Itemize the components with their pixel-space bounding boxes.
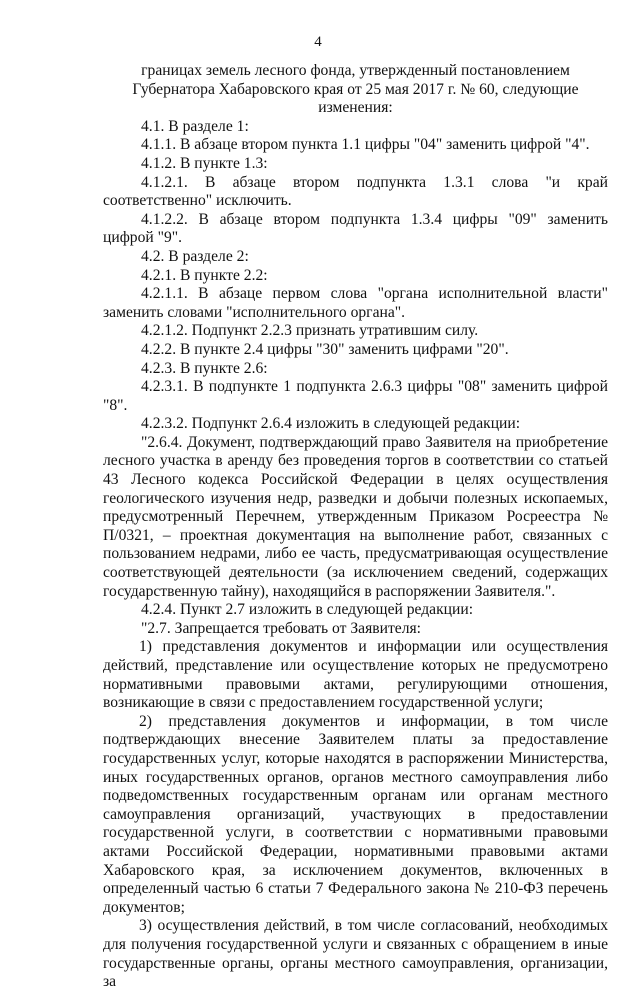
paragraph-4-2-4: 4.2.4. Пункт 2.7 изложить в следующей редакции: — [141, 601, 474, 619]
document-body — [103, 62, 608, 992]
paragraph-4-2-1: 4.2.1. В пункте 2.2: — [141, 266, 268, 284]
paragraph-2-6-4: "2.6.4. Документ, подтверждающий право Заявителя на приобретение лесного участка в аренду без проведения торгов в соответствии со статьей 43 Лесного кодекса Российской Федерации в целях осуществления геологического изучения недр, разведки и добычи полезных ископаемых, предусмотренный Перечнем, утвержденным Приказом Росреестра № П/0321, – проектная документация на выполнение работ, связанных с пользованием недрами, либо ее часть, предусматривающая осуществление соответствующей деятельности (за исключением сведений, содержащих государственную тайну), находящийся в распоряжении Заявителя.". — [103, 433, 608, 600]
paragraph-4-1-1: 4.1.1. В абзаце втором пункта 1.1 цифры "04" заменить цифрой "4". — [141, 136, 590, 154]
paragraph-4-1-2-2: 4.1.2.2. В абзаце втором подпункта 1.3.4 цифры "09" заменить цифрой "9". — [103, 210, 608, 247]
paragraph-4-1-2-1: 4.1.2.1. В абзаце втором подпункта 1.3.1 слова "и край соответственно" исключить. — [103, 173, 608, 210]
paragraph-intro: границах земель лесного фонда, утвержденный постановлением Губернатора Хабаровского края от 25 мая 2017 г. № 60, следующие изменения: — [132, 62, 579, 117]
paragraph-2-7: "2.7. Запрещается требовать от Заявителя: — [141, 619, 421, 637]
list-item-3: 3) осуществления действий, в том числе согласований, необходимых для получения государственной услуги и связанных с обращением в иные государственные органы, органы местного самоуправления, организации, за — [103, 917, 608, 991]
list-item-1: 1) представления документов и информации или осуществления действий, представление или осуществление которых не предусмотрено нормативными правовыми актами, регулирующими отношения, возникающие в связи с предоставлением государственной услуги; — [103, 638, 608, 712]
list-item-2: 2) представления документов и информации, в том числе подтверждающих внесение Заявителем платы за предоставление государственных услуг, которые находятся в распоряжении Министерства, иных государственных органов, органов местного самоуправления либо подведомственных государственным органам или органам местного самоуправления организаций, участвующих в предоставлении государственной услуги, в соответствии с нормативными правовыми актами Российской Федерации, нормативными правовыми актами Хабаровского края, за исключением документов, включенных в определенный частью 6 статьи 7 Федерального закона № 210-ФЗ перечень документов; — [103, 712, 608, 916]
paragraph-4-1-2: 4.1.2. В пункте 1.3: — [141, 154, 268, 172]
paragraph-4-2-3-2: 4.2.3.2. Подпункт 2.6.4 изложить в следующей редакции: — [141, 415, 521, 433]
paragraph-4-2: 4.2. В разделе 2: — [141, 247, 249, 265]
paragraph-4-2-2: 4.2.2. В пункте 2.4 цифры "30" заменить цифрами "20". — [141, 340, 509, 358]
paragraph-4-2-1-2: 4.2.1.2. Подпункт 2.2.3 признать утратившим силу. — [141, 322, 479, 340]
paragraph-4-1: 4.1. В разделе 1: — [141, 117, 249, 135]
paragraph-4-2-1-1: 4.2.1.1. В абзаце первом слова "органа исполнительной власти" заменить словами "исполнительного органа". — [103, 285, 608, 321]
page-number: 4 — [314, 34, 322, 50]
paragraph-4-2-3: 4.2.3. В пункте 2.6: — [141, 359, 268, 377]
paragraph-4-2-3-1: 4.2.3.1. В подпункте 1 подпункта 2.6.3 цифры "08" заменить цифрой "8". — [103, 378, 608, 414]
